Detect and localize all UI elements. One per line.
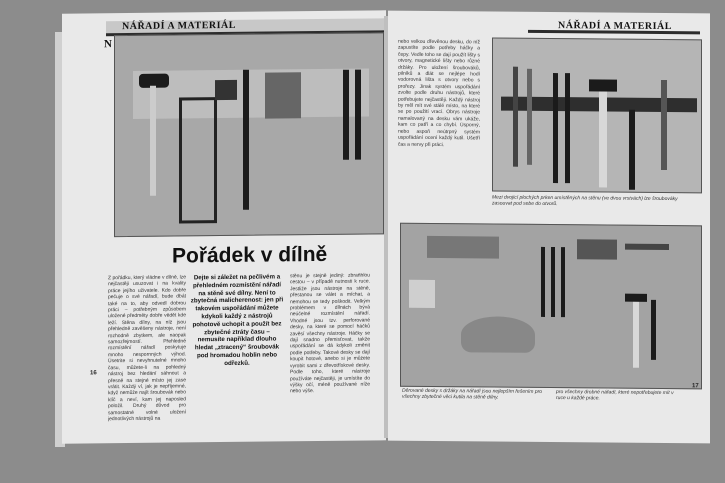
mallet-head-icon — [589, 79, 617, 91]
hammer-head-icon-2 — [625, 294, 647, 302]
right-top-caption: Mezi dvojicí plochých prken umístěných na stěnu (ve dvou vrstvách) lze šroubováky zasouvat pod sebe do otvorů. — [492, 194, 678, 208]
column-3: nebo velkou dřevěnou desku, do níž zapustíte podle potřeby háčky a čepy. Vedle toho se dají použít lišty s otvory, magnetické lišty nebo různé držáky. Pro uložení šroubováků, pilníků a dlát se nejlépe hodí vodorovná lišta s otvory nebo s prořezy. Jinak systém uspořádání zvolte podle druhu nástrojů, které potřebujete nejčastěji. Každý nástroj by měl mít své stálé místo, na které se po použití vrací. Obrys nástroje namalovaný na desku vám ukáže, kam co patří a co chybí. Úsporný, nebo aspoň neútrpný systém uspořádání ocení každý kutil. Ušetří čas a nervy při práci. — [398, 38, 480, 148]
screwdriver-icon-1 — [513, 67, 518, 167]
wrench-icon — [625, 244, 669, 250]
drill-bit-set-icon — [577, 239, 617, 259]
clamp-icon — [215, 80, 237, 100]
bottom-caption-left: Děrované desky s držáky na nářadí jsou nejlepším řešením pro všechny zbytečné věci kutila na stěně dílny. — [402, 387, 543, 401]
bench-icon — [409, 280, 435, 308]
column-2: stěnu je stejně jediný: zbraňhlou cestou – v případě nutnosti k ruce. Jestliže jsou nástroje na stěně, přestanou se válet a míchat, a nemohou se tedy poškodit. Velkým problémem v dílnách bývá neúčelné rozmístění nářadí. Vhodné jsou tzv. perforované desky, na které se pomocí háčků zavěsí všechny nástroje. Háčky se dají snadno přemisťovat, takže uspořádání se dá kdykoli změnit podle potřeby. Takové desky se dají koupit hotové, anebo si je můžete vyrobit sami z dřevotřískové desky. Podle toho, které nástroje používáte nejčastěji, je umístíte do výšky očí, méně používané níže nebo výše. — [290, 272, 370, 395]
pegboard-photo — [400, 223, 702, 390]
left-section-title: NÁŘADÍ A MATERIÁL — [122, 19, 236, 33]
right-page — [388, 11, 710, 444]
screwdriver-icon-2 — [527, 69, 532, 165]
column-1: Z pořádku, který vládne v dílně, lze nejčastěji usuzovat i na kvality práce jejího uživatele. Kdo dobře pečuje o své nářadí, bude dbát také na to, aby odvedl dobrou práci – potřebným způsobem uložené předměty dobře vědět kde leží. Stěna dílny, na níž jsou přehledně zavěšeny nástroje, není rozhodně zbytkem, ale naopak samozřejmostí. Přehledné rozmístění nářadí poskytuje mnoho nespornných výhod. Úsetrite si nevyhnutelné mnoho času, můžete-li na pohledný nástroj bez hledání sáhnout a přesně na stejné místo jej zase vrátit. Každý ví, jak je nepříjemné, když nemůže najít šroubovák nebo klíč a neví, kam jej naposled položil. Druhý důvod pro samostatné volné uložení jednotlivých nástrojů na — [108, 274, 186, 423]
right-section-title: NÁŘADÍ A MATERIÁL — [558, 20, 672, 33]
screwdriver-icon-4 — [565, 73, 570, 183]
mallet-icon — [599, 87, 607, 187]
chisels-icon-2 — [551, 247, 555, 317]
hammer-icon-2 — [633, 298, 639, 368]
screwdriver-icon — [243, 70, 249, 210]
saw-icon — [179, 97, 217, 223]
article-lead: Dejte si záležet na pečlivém a přehledném rozmístění nářadí na stěně své dílny. Není to zbytečná malicherenost: jen při takovém uspořádání můžete kdykoli každý z nástrojů pohotově uchopit a použít bez zbytečné ztráty času – nemusíte například dlouho hledat „ztracený“ šroubovák pod hromadou hoblin nebo odřezků. — [190, 273, 284, 367]
left-photo — [114, 32, 384, 237]
bottom-caption-right: pro všechny drobné nářadí, které nepotřebujete mít v ruce u každé práce. — [556, 389, 674, 402]
file-icon — [629, 110, 635, 190]
pliers-icon — [343, 70, 349, 160]
handsaw-icon — [461, 316, 535, 353]
left-page-number: 16 — [90, 370, 97, 377]
left-page — [62, 10, 386, 443]
right-page-number: 17 — [692, 383, 699, 390]
chisels-icon — [541, 247, 545, 317]
chisels-icon-3 — [561, 247, 565, 317]
drill-bits-icon — [265, 72, 301, 118]
left-letter: N — [104, 38, 113, 51]
pliers-icon-4 — [651, 300, 656, 360]
article-title: Pořádek v dílně — [172, 242, 328, 268]
saw-frame-icon — [427, 236, 499, 259]
right-top-photo — [492, 38, 702, 194]
pliers-icon-2 — [355, 70, 361, 160]
pliers-icon-3 — [661, 80, 667, 170]
hammer-handle-icon — [150, 86, 156, 196]
screwdriver-icon-3 — [553, 73, 558, 183]
